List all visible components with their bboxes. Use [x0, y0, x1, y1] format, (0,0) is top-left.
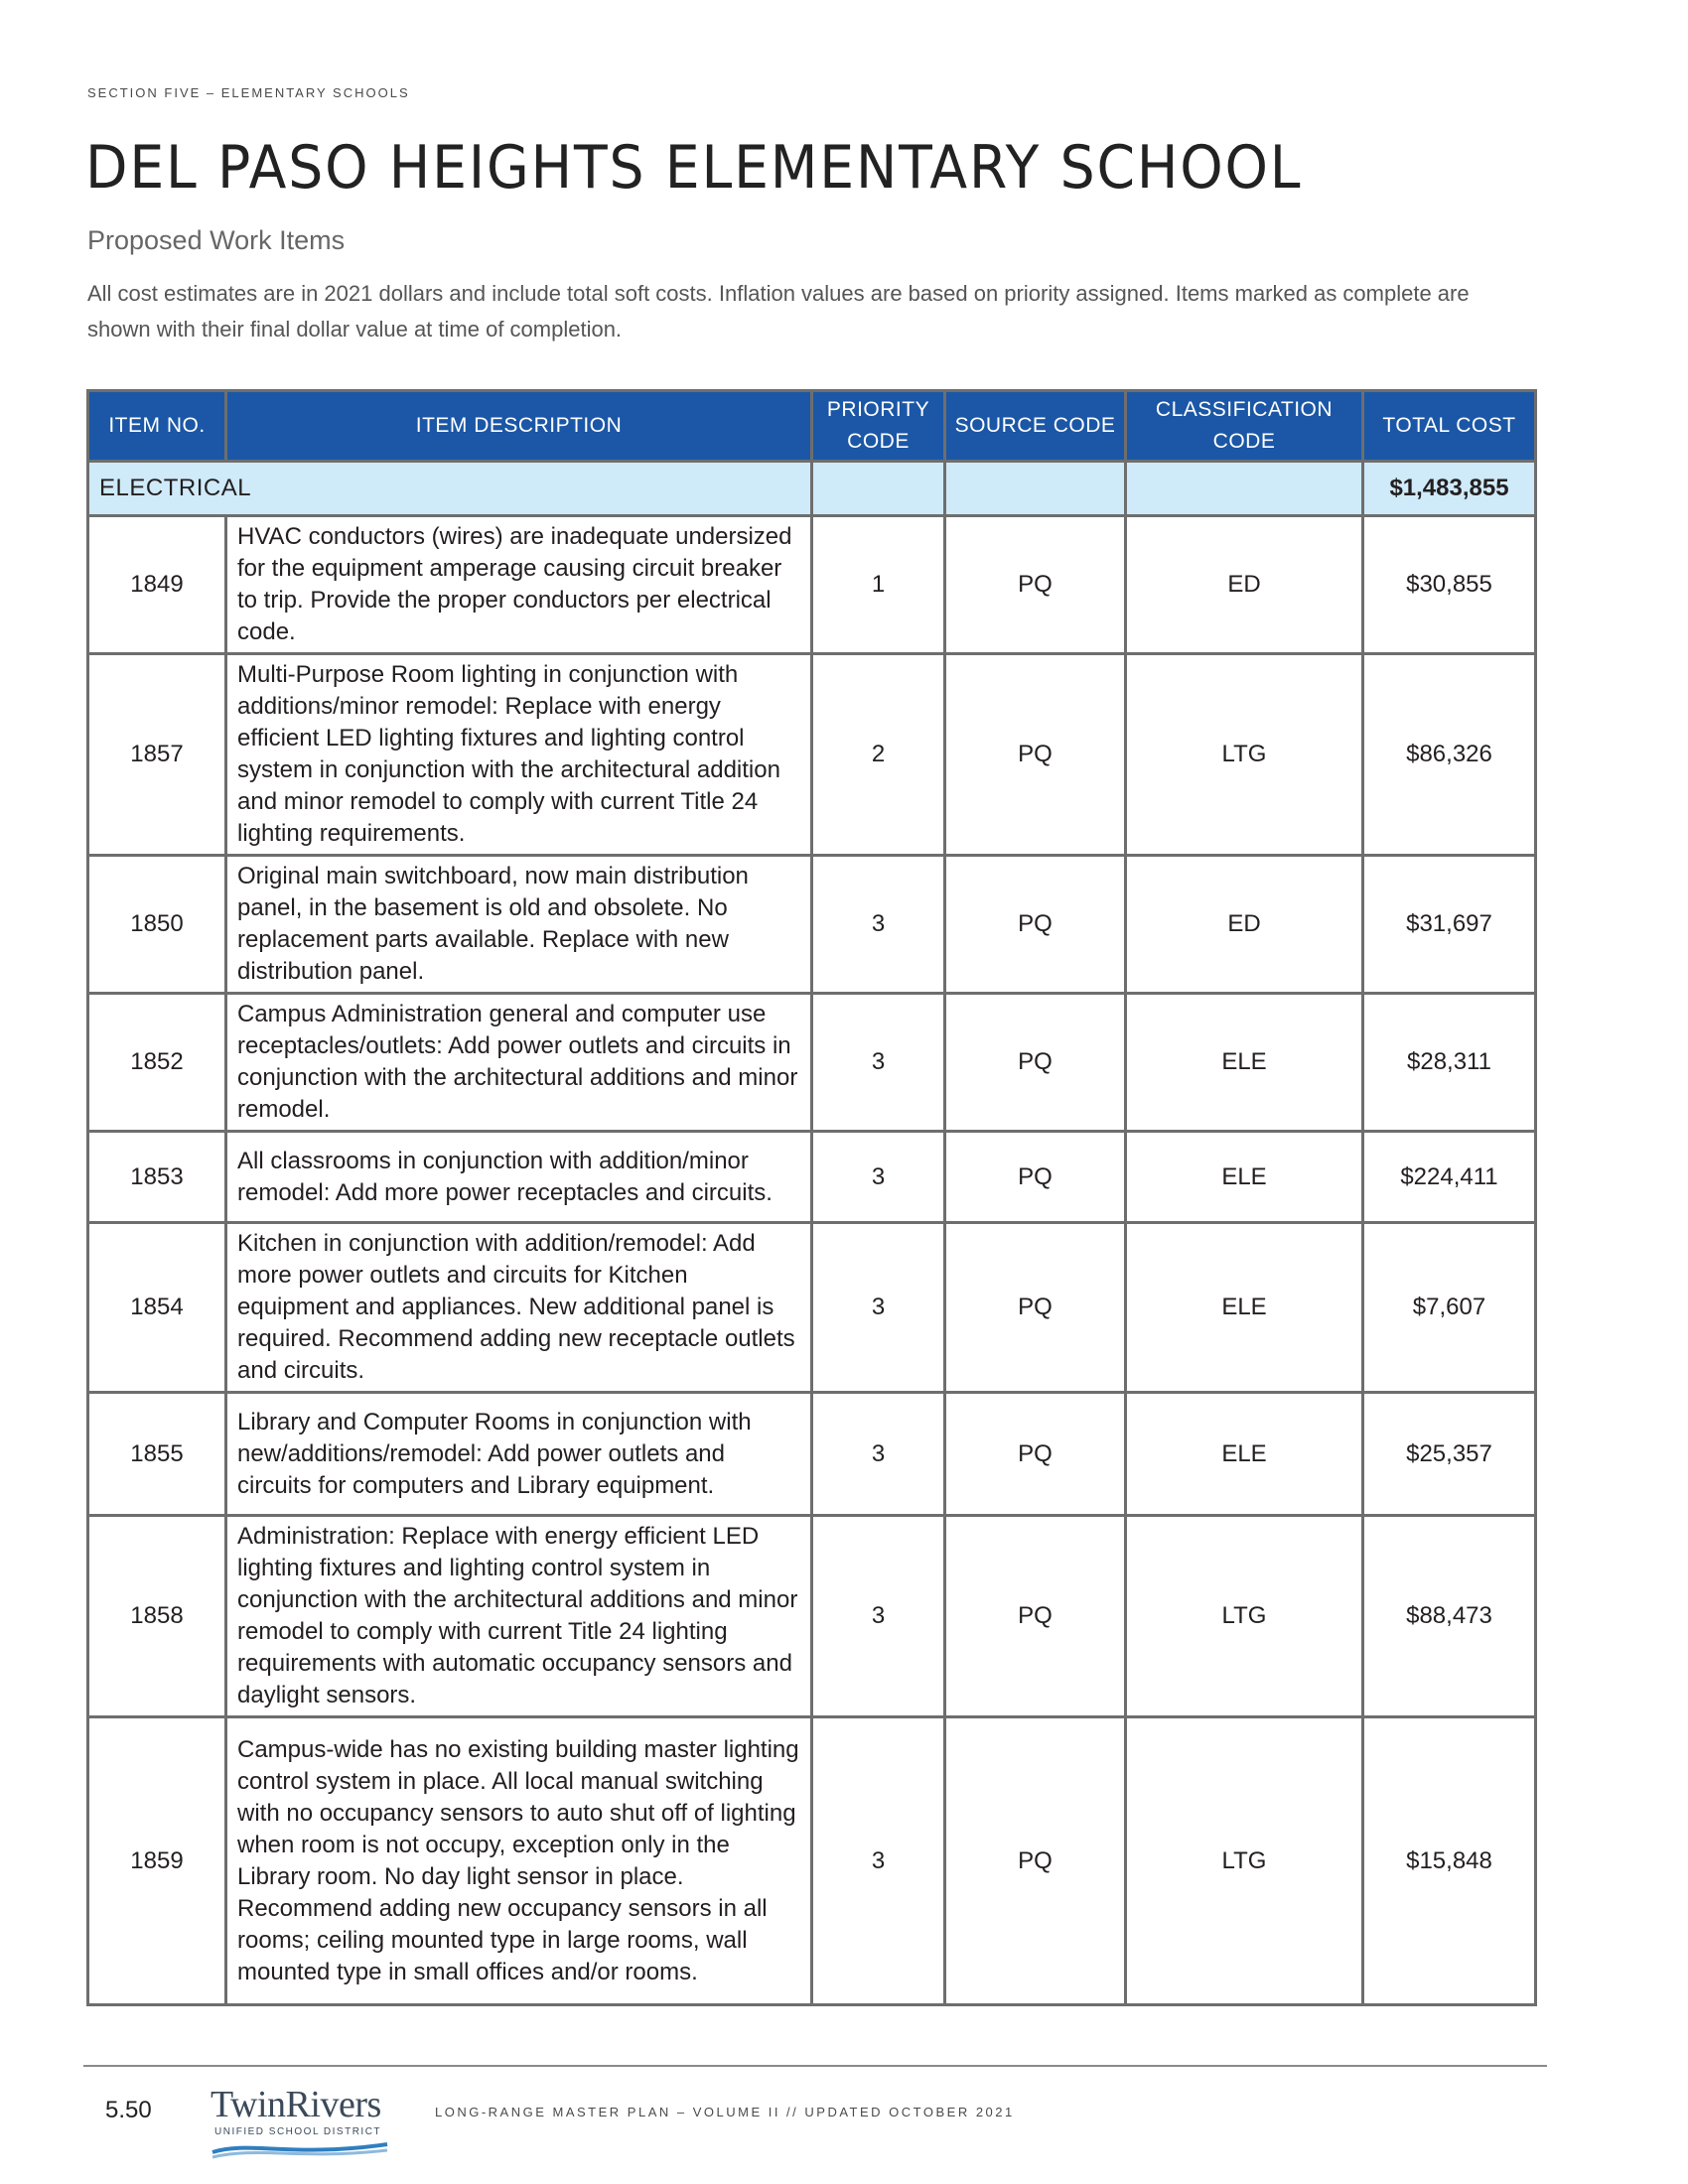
cell-total: $15,848 [1363, 1717, 1536, 2005]
category-name: ELECTRICAL [88, 462, 812, 516]
cell-priority: 3 [812, 1223, 945, 1393]
section-label: SECTION FIVE – ELEMENTARY SCHOOLS [87, 85, 410, 100]
cell-total: $7,607 [1363, 1223, 1536, 1393]
cell-priority: 3 [812, 994, 945, 1132]
table-row [88, 856, 1536, 994]
cell-item-no: 1849 [88, 516, 226, 654]
district-logo [211, 2083, 389, 2162]
cell-source: PQ [945, 654, 1126, 856]
cell-priority: 2 [812, 654, 945, 856]
page-subtitle: Proposed Work Items [87, 225, 346, 255]
cell-total: $86,326 [1363, 654, 1536, 856]
cell-source: PQ [945, 1223, 1126, 1393]
column-header-item-no: ITEM NO. [88, 391, 226, 462]
cell-description: Campus-wide has no existing building master lighting control system in place. All local manual switching with no occupancy sensors to auto shut off of lighting when room is not occupy, exception only in the Library room. No day light sensor in place. Recommend adding new occupancy sensors in all rooms; ceiling mounted type in large rooms, wall mounted type in small offices and/or rooms. [226, 1717, 812, 2005]
category-row [88, 462, 1536, 516]
items-body [88, 516, 1536, 2005]
cell-item-no: 1854 [88, 1223, 226, 1393]
footer-divider [83, 2065, 1547, 2067]
cell-classification: LTG [1126, 654, 1363, 856]
table-row [88, 1393, 1536, 1516]
table-row [88, 994, 1536, 1132]
cell-source: PQ [945, 994, 1126, 1132]
column-header-description: ITEM DESCRIPTION [226, 391, 812, 462]
cell-item-no: 1852 [88, 994, 226, 1132]
table-row [88, 516, 1536, 654]
cell-source: PQ [945, 516, 1126, 654]
cell-item-no: 1858 [88, 1516, 226, 1717]
cell-priority: 3 [812, 1717, 945, 2005]
cell-description: Administration: Replace with energy efficient LED lighting fixtures and lighting control system in conjunction with the architectural additions and minor remodel to comply with current Title 24 lighting requirements with automatic occupancy sensors and daylight sensors. [226, 1516, 812, 1717]
category-empty-cell [945, 462, 1126, 516]
column-header-source: SOURCE CODE [945, 391, 1126, 462]
table-header-row [88, 391, 1536, 462]
cell-priority: 1 [812, 516, 945, 654]
cell-classification: ELE [1126, 1393, 1363, 1516]
cell-priority: 3 [812, 1516, 945, 1717]
cell-item-no: 1850 [88, 856, 226, 994]
table-row [88, 1132, 1536, 1223]
column-header-total: TOTAL COST [1363, 391, 1536, 462]
cell-classification: ED [1126, 856, 1363, 994]
cell-source: PQ [945, 1393, 1126, 1516]
cell-total: $28,311 [1363, 994, 1536, 1132]
cell-classification: ELE [1126, 1132, 1363, 1223]
cell-description: Original main switchboard, now main distribution panel, in the basement is old and obsolete. No replacement parts available. Replace with new distribution panel. [226, 856, 812, 994]
page-title: DEL PASO HEIGHTS ELEMENTARY SCHOOL [85, 133, 1303, 203]
cell-source: PQ [945, 1516, 1126, 1717]
cell-total: $25,357 [1363, 1393, 1536, 1516]
cell-source: PQ [945, 856, 1126, 994]
logo-subtext: UNIFIED SCHOOL DISTRICT [214, 2126, 382, 2137]
cell-description: All classrooms in conjunction with addition/minor remodel: Add more power receptacles and circuits. [226, 1132, 812, 1223]
cell-description: HVAC conductors (wires) are inadequate undersized for the equipment amperage causing circuit breaker to trip. Provide the proper conductors per electrical code. [226, 516, 812, 654]
cell-source: PQ [945, 1717, 1126, 2005]
category-empty-cell [812, 462, 945, 516]
wave-icon [211, 2136, 389, 2160]
table-row [88, 1717, 1536, 2005]
page-number: 5.50 [105, 2097, 152, 2123]
cell-classification: LTG [1126, 1516, 1363, 1717]
cell-total: $88,473 [1363, 1516, 1536, 1717]
cell-priority: 3 [812, 1132, 945, 1223]
category-total: $1,483,855 [1363, 462, 1536, 516]
cell-description: Multi-Purpose Room lighting in conjunction with additions/minor remodel: Replace with energy efficient LED lighting fixtures and lighting control system in conjunction with the architectural addition and minor remodel to comply with current Title 24 lighting requirements. [226, 654, 812, 856]
footer-text: LONG-RANGE MASTER PLAN – VOLUME II // UPDATED OCTOBER 2021 [435, 2105, 1015, 2119]
table-row [88, 654, 1536, 856]
cell-item-no: 1859 [88, 1717, 226, 2005]
intro-paragraph: All cost estimates are in 2021 dollars and include total soft costs. Inflation values are based on priority assigned. Items marked as complete are shown with their final dollar value at time of completion. [87, 281, 1470, 341]
cell-classification: LTG [1126, 1717, 1363, 2005]
cell-source: PQ [945, 1132, 1126, 1223]
cell-priority: 3 [812, 856, 945, 994]
cell-classification: ELE [1126, 994, 1363, 1132]
column-header-classification: CLASSIFICATION CODE [1126, 391, 1363, 462]
logo-wordmark: TwinRivers [211, 2084, 381, 2125]
cell-classification: ELE [1126, 1223, 1363, 1393]
cell-priority: 3 [812, 1393, 945, 1516]
cell-total: $224,411 [1363, 1132, 1536, 1223]
category-empty-cell [1126, 462, 1363, 516]
work-items-table [86, 389, 1537, 2006]
cell-description: Library and Computer Rooms in conjunction with new/additions/remodel: Add power outlets and circuits for computers and Library equipment. [226, 1393, 812, 1516]
cell-item-no: 1853 [88, 1132, 226, 1223]
cell-total: $30,855 [1363, 516, 1536, 654]
cell-item-no: 1855 [88, 1393, 226, 1516]
column-header-priority: PRIORITY CODE [812, 391, 945, 462]
cell-item-no: 1857 [88, 654, 226, 856]
table-row [88, 1516, 1536, 1717]
cell-description: Campus Administration general and computer use receptacles/outlets: Add power outlets and circuits in conjunction with the architectural additions and minor remodel. [226, 994, 812, 1132]
table-row [88, 1223, 1536, 1393]
cell-total: $31,697 [1363, 856, 1536, 994]
cell-classification: ED [1126, 516, 1363, 654]
cell-description: Kitchen in conjunction with addition/remodel: Add more power outlets and circuits for Kitchen equipment and appliances. New additional panel is required. Recommend adding new receptacle outlets and circuits. [226, 1223, 812, 1393]
